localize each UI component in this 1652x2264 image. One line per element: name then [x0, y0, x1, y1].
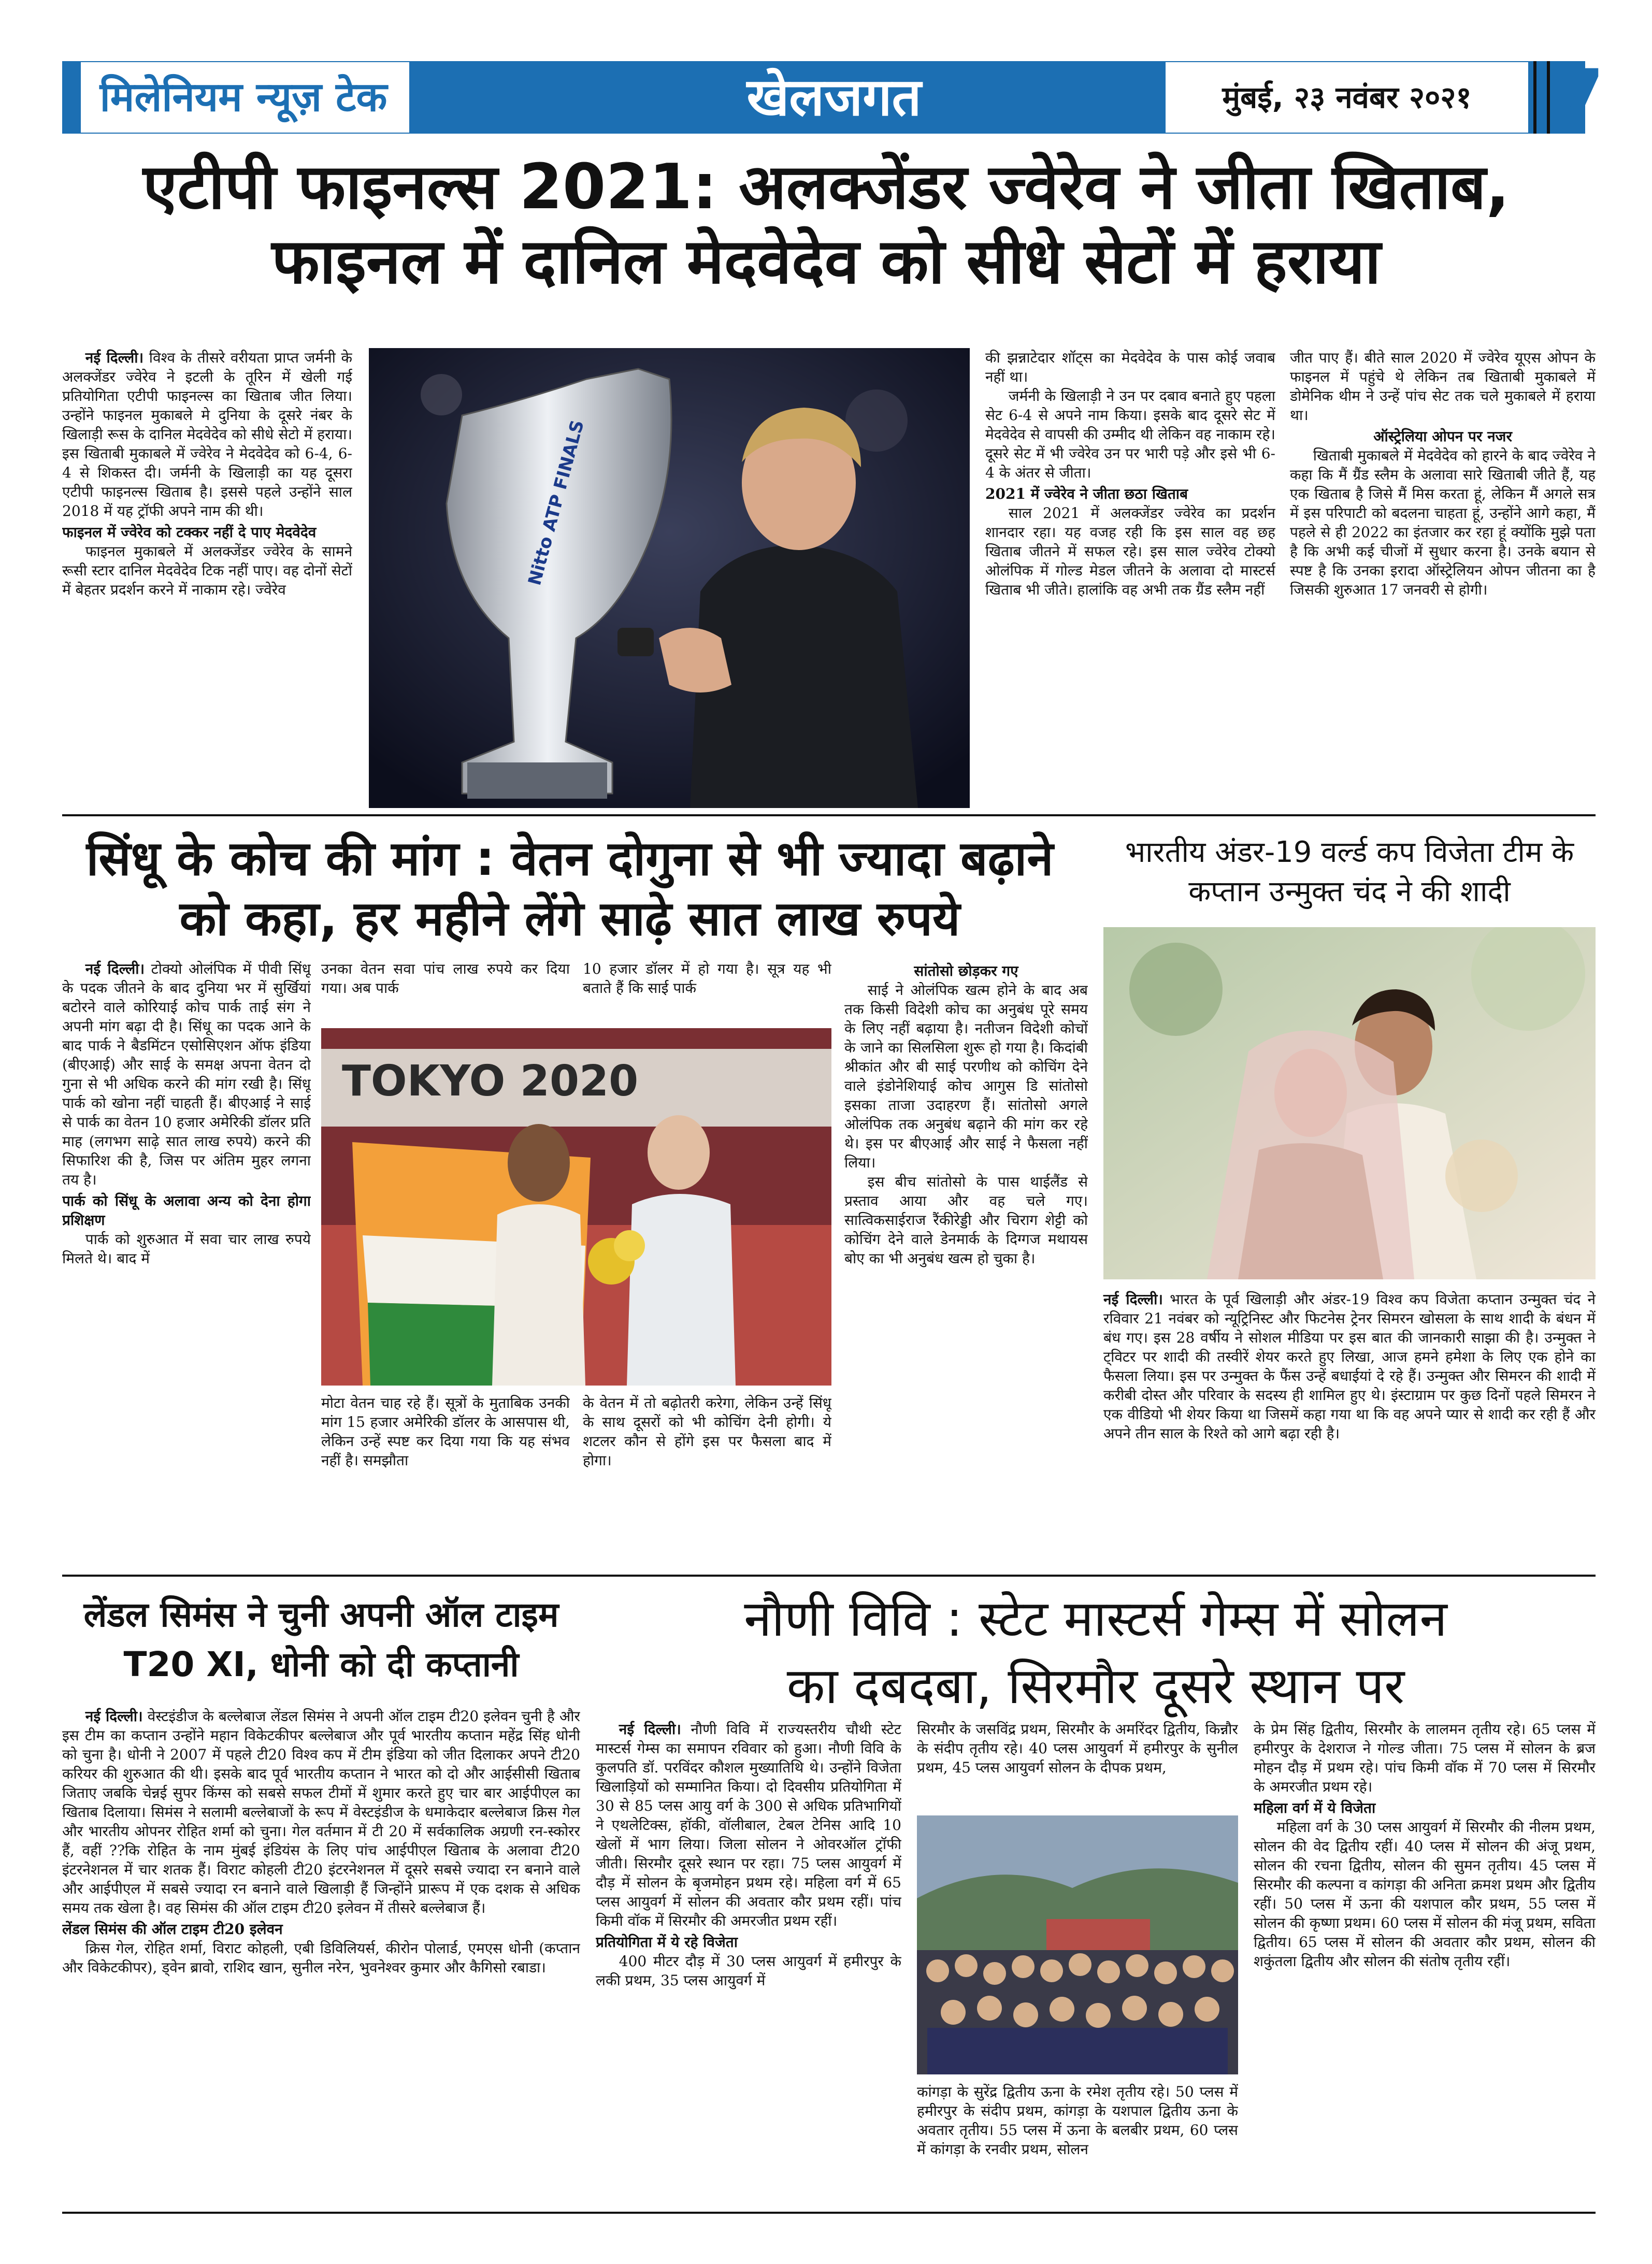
dateline: मुंबई, २३ नवंबर २०२१ [1166, 62, 1528, 133]
simmons-subhead: लेंडल सिमंस की ऑल टाइम टी20 इलेवन [62, 1921, 283, 1938]
atp-headline-line1: एटीपी फाइनल्स 2021: अलक्जेंडर ज्वेरेव ने जीता खिताब, [142, 151, 1510, 223]
atp-subhead-3: ऑस्ट्रेलिया ओपन पर नजर [1373, 428, 1512, 445]
sindhu-column-2-bottom: मोटा वेतन चाह रहे हैं। सूत्रों के मुताबिक उनकी मांग 15 हजार अमेरिकी डॉलर के आसपास थी, लेकिन उन्हें स्पष्ट कर दिया गया कि यह संभव नहीं है। समझौता [321, 1394, 570, 1469]
nauni-subhead-2: महिला वर्ग में ये विजेता [1254, 1799, 1376, 1816]
sindhu-column-3-top: 10 हजार डॉलर में हो गया है। सूत्र यह भी बताते हैं कि साई पार्क [583, 960, 831, 997]
section-divider [62, 1575, 1596, 1577]
sindhu-headline-line2: को कहा, हर महीने लेंगे साढ़े सात लाख रुपये [179, 891, 960, 946]
atp-dateline: नई दिल्ली। [85, 349, 144, 366]
atp-subhead-1: फाइनल में ज्वेरेव को टक्कर नहीं दे पाए मेदवेदेव [62, 524, 317, 541]
unmukt-headline-line1: भारतीय अंडर-19 वर्ल्ड कप विजेता टीम के [1125, 835, 1574, 869]
atp-headline-line2: फाइनल में दानिल मेदवेदेव को सीधे सेटों में हराया [271, 226, 1381, 298]
nauni-group-photo [917, 1815, 1238, 2074]
atp-subhead-2: 2021 में ज्वेरेव ने जीता छठा खिताब [985, 485, 1188, 502]
unmukt-wedding-photo [1103, 927, 1596, 1279]
nauni-headline [596, 1585, 1596, 1720]
sindhu-column-2-top: उनका वेतन सवा पांच लाख रुपये कर दिया गया। अब पार्क [321, 960, 570, 997]
sindhu-column-3-bottom: के वेतन में तो बढ़ोतरी करेगा, लेकिन उन्हें सिंधू के साथ दूसरों को भी कोचिंग देनी होगी। ये शटलर कौन से होंगे इस पर फैसला बाद में होगा। [583, 1394, 831, 1469]
unmukt-dateline: नई दिल्ली। [1103, 1291, 1163, 1308]
sindhu-coach-photo [321, 1028, 831, 1386]
brand-text: मिलेनियम न्यूज़ टेक [99, 74, 387, 121]
sindhu-headline [52, 829, 1088, 949]
sindhu-photo-text: TOKYO 2020 [342, 1057, 639, 1106]
atp-column-3: जीत पाए हैं। बीते साल 2020 में ज्वेरेव यूएस ओपन के फाइनल में पहुंचे थे लेकिन तब खिताबी मुकाबले में डोमेनिक थीम ने उन्हें पांच सेट तक चले मुकाबले में हराया था। ऑस्ट्रेलिया ओपन पर नजर खिताबी मुकाबले में मेदवेदेव को हारने के बाद ज्वेरेव ने कहा कि मैं ग्रैंड स्लैम के अलावा सारे खिताबी जीते हैं, यह एक खिताब है जिसे मैं मिस करता हूं, लेकिन मैं अगले सत्र में इस परिपाटी को बदलना चाहता हूं, उन्होंने आगे कहा, मैं पहले से ही 2022 का इंतजार कर रहा हूं क्योंकि मुझे पता है कि अभी कई चीजों में सुधार करना है। उनके बयान से स्पष्ट है कि उनका इरादा ऑस्ट्रेलियन ओपन जीतना का है जिसकी शुरुआत 17 जनवरी से होगी। [1290, 349, 1596, 598]
sindhu-dateline: नई दिल्ली। [85, 960, 145, 977]
sindhu-headline-line1: सिंधू के कोच की मांग : वेतन दोगुना से भी ज्यादा बढ़ाने [86, 831, 1054, 886]
simmons-headline-line1: लेंडल सिमंस ने चुनी अपनी ऑल टाइम [83, 1595, 559, 1635]
nauni-headline-line2: का दबदबा, सिरमौर दूसरे स्थान पर [786, 1657, 1405, 1715]
unmukt-headline [1103, 833, 1596, 912]
nauni-dateline: नई दिल्ली। [619, 1721, 681, 1738]
sindhu-subhead-2: सांतोसो छोड़कर गए [914, 962, 1018, 979]
newspaper-brand [78, 62, 409, 133]
sindhu-column-1: नई दिल्ली। टोक्यो ओलंपिक में पीवी सिंधू के पदक जीतने के बाद दुनिया भर में सुर्खियां बटोरने वाले कोरियाई कोच पार्क ताई संग ने अपनी मांग बढ़ा दी है। सिंधू का पदक आने के बाद पार्क ने बैडमिंटन एसोसिएशन ऑफ इंडिया (बीएआई) और साई के समक्ष अपना वेतन दो गुना से भी अधिक करने की मांग रखी है। सिंधू पार्क को खोना नहीं चाहती हैं। बीएआई ने साई से पार्क का वेतन 10 हजार अमेरिकी डॉलर प्रति माह (लगभग साढ़े सात लाख रुपये) करने की सिफारिश की है, जिस पर अंतिम मुहर लगना तय है। पार्क को सिंधू के अलावा अन्य को देना होगा प्रशिक्षण पार्क को शुरुआत में सवा चार लाख रुपये मिलते थे। बाद में [62, 960, 311, 1267]
simmons-dateline: नई दिल्ली। [85, 1708, 143, 1725]
unmukt-body: नई दिल्ली। भारत के पूर्व खिलाड़ी और अंडर-19 विश्व कप विजेता कप्तान उन्मुक्त चंद ने रविवार 21 नवंबर को न्यूट्रिनिस्ट और फिटनेस ट्रेनर सिमरन खोसला के साथ शादी के बंधन में बंध गए। इस 28 वर्षीय ने सोशल मीडिया पर इस बात की जानकारी साझा की है। उन्मुक्त ने ट्विटर पर शादी की तस्वीरें शेयर करते हुए लिखा, आज हमने हमेशा के लिए एक होने का फैसला लिया। इस पर उन्मुक्त के फैंस उन्हें बधाईयां दे रहे हैं। उन्मुक्त और सिमरन की शादी में करीबी दोस्त और परिवार के सदस्य ही शामिल हुए थे। इंस्टाग्राम पर कुछ दिनों पहले सिमरन ने एक वीडियो भी शेयर किया था जिसमें कहा गया था कि वह अपने प्यार से शादी कर रही हैं और अपने तीन साल के रिश्ते को आगे बढ़ा रही है। [1103, 1291, 1596, 1442]
atp-column-2: की झन्नाटेदार शॉट्स का मेदवेदेव के पास कोई जवाब नहीं था। जर्मनी के खिलाड़ी ने उन पर दबाव बनाते हुए पहला सेट 6-4 से अपने नाम किया। इसके बाद दूसरे सेट में मेदवेदेव से वापसी की उम्मीद थी लेकिन वह नाकाम रहे। दूसरे सेट में भी ज्वेरेव उन पर भारी पड़े और इसे भी 6-4 के अंतर से जीता। 2021 में ज्वेरेव ने जीता छठा खिताब साल 2021 में अलक्जेंडर ज्वेरेव का प्रदर्शन शानदार रहा। यह वजह रही कि इस साल वह छह खिताब जीतने में सफल रहे। इस साल ज्वेरेव टोक्यो ओलंपिक में गोल्ड मेडल जीतने के अलावा दो मास्टर्स खिताब भी जीते। हालांकि वह अभी तक ग्रैंड स्लैम नहीं [985, 349, 1275, 598]
zverev-trophy-photo [369, 348, 970, 808]
footer-rule [62, 2212, 1596, 2214]
atp-headline [52, 150, 1601, 299]
nauni-column-3: के प्रेम सिंह द्वितीय, सिरमौर के लालमन तृतीय रहे। 65 प्लस में हमीरपुर के देशराज ने गोल्ड जीता। 75 प्लस में सोलन के ब्रज मोहन दौड़ में प्रथम रहे। पांच किमी वॉक में 70 प्लस में सिरमौर के अमरजीत प्रथम रहे। महिला वर्ग में ये विजेता महिला वर्ग के 30 प्लस आयुवर्ग में सिरमौर की नीलम प्रथम, सोलन की वेद द्वितीय रहीं। 40 प्लस में सोलन की अंजू प्रथम, सोलन की रचना द्वितीय, सोलन की सुमन तृतीय। 45 प्लस में सिरमौर की कल्पना व कांगड़ा की अनिता क्रमश प्रथम और द्वितीय रहीं। 50 प्लस में ऊना की यशपाल कौर प्रथम, 55 प्लस में सोलन की कृष्णा प्रथम। 60 प्लस में सोलन की मंजू प्रथम, सविता द्वितीय। 65 प्लस में सोलन की अवतार कौर प्रथम, सोलन की शकुंतला द्वितीय और सोलन की संतोष तृतीय रहीं। [1254, 1721, 1596, 1970]
sindhu-column-4: सांतोसो छोड़कर गए साई ने ओलंपिक खत्म होने के बाद अब तक किसी विदेशी कोच का अनुबंध पूरे समय के लिए नहीं बढ़ाया है। नतीजन विदेशी कोचों के जाने का सिलसिला शुरू हो गया है। किदांबी श्रीकांत और बी साई परणीथ को कोचिंग देने वाले इंडोनेशियाई कोच आगुस डि सांतोसो इसका ताजा उदाहरण हैं। सांतोसो अगले ओलंपिक तक अनुबंध बढ़ाने की मांग कर रहे थे। इस पर बीएआई और साई ने फैसला नहीं लिया। इस बीच सांतोसो के पास थाईलैंड से प्रस्ताव आया और वह चले गए। सात्विकसाईराज रैंकीरेड्डी और चिराग शेट्टी को कोचिंग देने वाले डेनमार्क के दिग्गज मथायस बोए का भी अनुबंध खत्म हो चुका है। [844, 962, 1088, 1267]
section-title: खेलजगत [746, 67, 922, 127]
page-number: 7 [1550, 53, 1605, 143]
nauni-column-2-bottom: कांगड़ा के सुरेंद्र द्वितीय ऊना के रमेश तृतीय रहे। 50 प्लस में हमीरपुर के संदीप प्रथम, कांगड़ा के यशपाल द्वितीय ऊना के अवतार तृतीय। 55 प्लस में ऊना के बलबीर प्रथम, 60 प्लस में कांगड़ा के रनवीर प्रथम, सोलन [917, 2083, 1238, 2158]
unmukt-headline-line2: कप्तान उन्मुक्त चंद ने की शादी [1188, 875, 1511, 909]
simmons-headline [62, 1590, 580, 1690]
nauni-column-2-top: सिरमौर के जसविंद्र प्रथम, सिरमौर के अमरिंदर द्वितीय, किन्नौर के संदीप तृतीय रहे। 40 प्लस आयुवर्ग में हमीरपुर के सुनील प्रथम, 45 प्लस आयुवर्ग सोलन के दीपक प्रथम, [917, 1721, 1238, 1776]
atp-column-1: नई दिल्ली। विश्व के तीसरे वरीयता प्राप्त जर्मनी के अलक्जेंडर ज्वेरेव ने इटली के तूरिन में खेली गई प्रतियोगिता एटीपी फाइनल्स का खिताब जीत लिया। उन्होंने फाइनल मुकाबले मे दुनिया के दूसरे नंबर के खिलाड़ी रूस के दानिल मेदवेदेव को सीधे सेटो में हराया। इस खिताबी मुकाबले में ज्वेरेव ने मेदवेदेव को 6-4, 6-4 से शिकस्त दी। जर्मनी के खिलाड़ी का यह दूसरा एटीपी फाइनल्स खिताब है। इससे पहले उन्होंने साल 2018 में यह ट्रॉफी अपने नाम की थी। फाइनल में ज्वेरेव को टक्कर नहीं दे पाए मेदवेदेव फाइनल मुकाबले में अलक्जेंडर ज्वेरेव के सामने रूसी स्टार दानिल मेदवेदेव टिक नहीं पाए। वह दोनों सेटों में बेहतर प्रदर्शन करने में नाकाम रहे। ज्वेरेव [62, 349, 352, 598]
nauni-column-1: नई दिल्ली। नौणी विवि में राज्यस्तरीय चौथी स्टेट मास्टर्स गेम्स का समापन रविवार को हुआ। नौणी विवि के कुलपति डॉ. परविंदर कौशल मुख्यातिथि थे। उन्होंने विजेता खिलाड़ियों को सम्मानित किया। दो दिवसीय प्रतियोगिता में 30 से 85 प्लस आयु वर्ग के 300 से अधिक प्रतिभागियों ने एथलेटिक्स, हॉकी, वॉलीबाल, टेबल टेनिस आदि 10 खेलों में भाग लिया। जिला सोलन ने ओवरऑल ट्रॉफी जीती। सिरमौर दूसरे स्थान पर रहा। 75 प्लस आयुवर्ग में दौड़ में सोलन के बृजमोहन प्रथम रहे। महिला वर्ग में 65 प्लस आयुवर्ग में सोलन की अवतार कौर प्रथम रहीं। पांच किमी वॉक में सिरमौर की अमरजीत प्रथम रहीं। प्रतियोगिता में ये रहे विजेता 400 मीटर दौड़ में 30 प्लस आयुवर्ग में हमीरपुर के लकी प्रथम, 35 प्लस आयुवर्ग में [596, 1721, 901, 1989]
section-divider [62, 814, 1596, 816]
nauni-headline-line1: नौणी विवि : स्टेट मास्टर्स गेम्स में सोलन [744, 1590, 1447, 1648]
nauni-subhead-1: प्रतियोगिता में ये रहे विजेता [596, 1934, 738, 1951]
sindhu-subhead-1: पार्क को सिंधू के अलावा अन्य को देना होगा प्रशिक्षण [62, 1192, 311, 1229]
atp-photo-text: Nitto ATP FINALS [524, 417, 588, 588]
simmons-headline-line2: T20 XI, धोनी को दी कप्तानी [123, 1645, 519, 1684]
simmons-body: नई दिल्ली। वेस्टइंडीज के बल्लेबाज लेंडल सिमंस ने अपनी ऑल टाइम टी20 इलेवन चुनी है और इस टीम का कप्तान उन्होंने महान विकेटकीपर बल्लेबाज और पूर्व भारतीय कप्तान महेंद्र सिंह धोनी को चुना है। धोनी ने 2007 में पहले टी20 विश्व कप में टीम इंडिया को जीत दिलाकर अपने टी20 करियर की शुरुआत की थी। इसके बाद पूर्व भारतीय कप्तान ने भारत को दो और आईसीसी खिताब जिताए जबकि चेन्नई सुपर किंग्स को सबसे सफल टीमों में शुमार करते हुए चार बार आईपीएल का खिताब दिलाया। सिमंस ने सलामी बल्लेबाजों के रूप में वेस्टइंडीज के धमाकेदार बल्लेबाज क्रिस गेल और भारतीय ओपनर रोहित शर्मा को चुना। गेल वर्तमान में टी 20 में सर्वकालिक अग्रणी रन-स्कोरर हैं, वहीं ??कि रोहित के नाम मुंबई इंडियंस के लिए पांच आईपीएल खिताब के अलावा टी20 इंटरनेशनल में चार शतक हैं। विराट कोहली टी20 इंटरनेशनल में दूसरे सबसे ज्यादा रन बनाने वाले और आईपीएल में सबसे ज्यादा रन बनाने वाले खिलाड़ी हैं जिन्होंने प्रारूप में एक दशक से अधिक समय तक खेला है। वह सिमंस की ऑल टाइम टी20 इलेवन में तीसरे बल्लेबाज हैं। लेंडल सिमंस की ऑल टाइम टी20 इलेवन क्रिस गेल, रोहित शर्मा, विराट कोहली, एबी डिविलियर्स, कीरोन पोलार्ड, एमएस धोनी (कप्तान और विकेटकीपर), ड्वेन ब्रावो, राशिद खान, सुनील नरेन, भुवनेश्वर कुमार और कैगिसो रबाडा। [62, 1708, 580, 1976]
